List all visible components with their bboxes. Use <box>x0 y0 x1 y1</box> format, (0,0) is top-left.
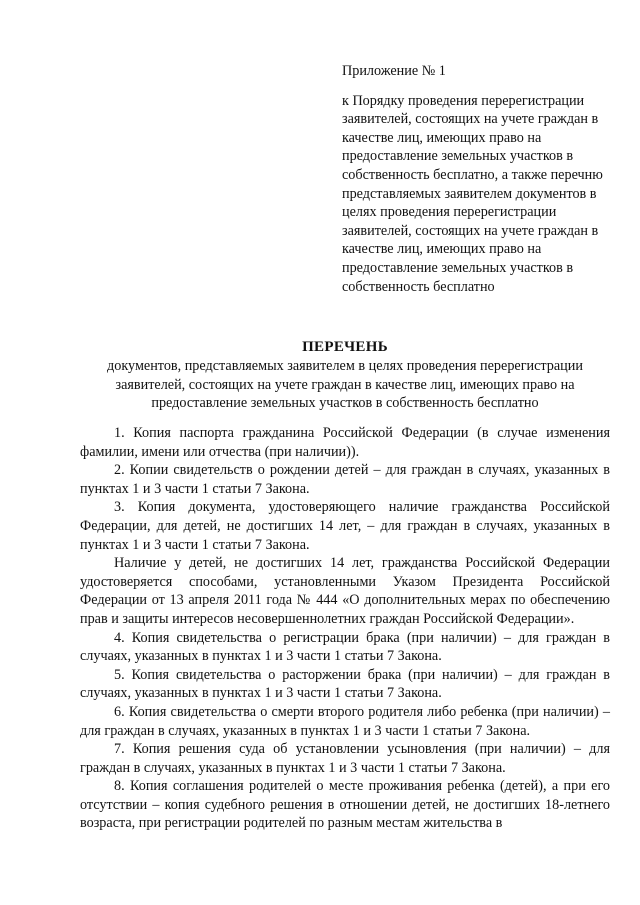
appendix-header <box>342 62 610 296</box>
list-item-5: 5. Копия свидетельства о расторжении брака (при наличии) – для граждан в случаях, указанных в пунктах 1 и 3 части 1 статьи 7 Закона. <box>80 666 610 702</box>
list-item-7: 7. Копия решения суда об установлении усыновления (при наличии) – для граждан в случаях, указанных в пунктах 1 и 3 части 1 статьи 7 Закона. <box>80 741 610 776</box>
appendix-reference: к Порядку проведения перерегистрации заявителей, состоящих на учете граждан в качестве лиц, имеющих право на предоставление земельных участков в собственность бесплатно, а также перечню представляемых заявителем документов в целях проведения перерегистрации заявителей, состоящих на учете граждан в качестве лиц, имеющих право на предоставление земельных участков в собственность бесплатно <box>342 92 603 295</box>
list-item-2: 2. Копии свидетельств о рождении детей – для граждан в случаях, указанных в пунктах 1 и 3 части 1 статьи 7 Закона. <box>80 462 610 497</box>
appendix-number: Приложение № 1 <box>342 63 446 79</box>
document-body <box>80 424 610 833</box>
list-item-4: 4. Копия свидетельства о регистрации брака (при наличии) – для граждан в случаях, указанных в пунктах 1 и 3 части 1 статьи 7 Закона. <box>80 629 610 665</box>
title-block <box>80 338 610 413</box>
list-item-3: 3. Копия документа, удостоверяющего наличие гражданства Российской Федерации, для детей, не достигших 14 лет, – для граждан в случаях, указанных в пунктах 1 и 3 части 1 статьи 7 Закона. <box>80 499 610 553</box>
list-item-3-note: Наличие у детей, не достигших 14 лет, гражданства Российской Федерации удостоверяется способами, установленными Указом Президента Российской Федерации от 13 апреля 2011 года № 444 «О дополнительных мерах по обеспечению прав и защиты интересов несовершеннолетних граждан Российской Федерации». <box>80 555 610 627</box>
document-title: ПЕРЕЧЕНЬ <box>302 339 388 355</box>
list-item-8: 8. Копия соглашения родителей о месте проживания ребенка (детей), а при его отсутствии – копия судебного решения в отношении детей, не достигших 18-летнего возраста, при регистрации родителей по разным местам жительства в <box>80 778 610 832</box>
list-item-1: 1. Копия паспорта гражданина Российской Федерации (в случае изменения фамилии, имени или отчества (при наличии)). <box>80 425 610 460</box>
document-subtitle: документов, представляемых заявителем в целях проведения перерегистрации заявителей, состоящих на учете граждан в качестве лиц, имеющих право на предоставление земельных участков в собственность бесплатно <box>107 358 583 412</box>
list-item-6: 6. Копия свидетельства о смерти второго родителя либо ребенка (при наличии) – для граждан в случаях, указанных в пунктах 1 и 3 части 1 статьи 7 Закона. <box>80 703 610 739</box>
